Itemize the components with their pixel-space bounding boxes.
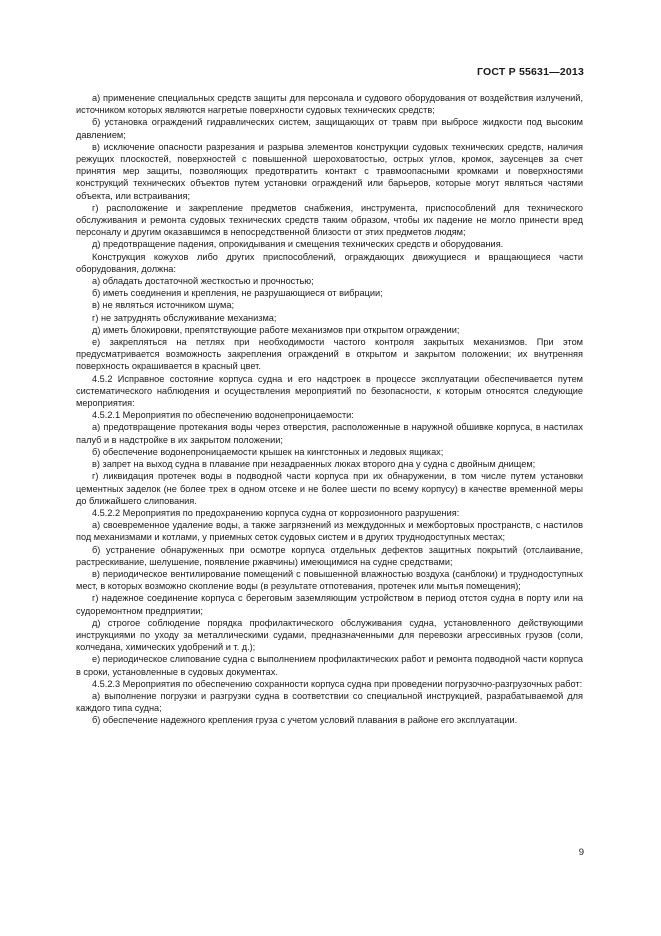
paragraph: а) своевременное удаление воды, а также загрязнений из междудонных и межбортовых пространств, с настилов под механизмами и котлами, у приемных сеток судовых систем и в других труднодоступных местах; (76, 520, 583, 543)
paragraph: а) предотвращение протекания воды через отверстия, расположенные в наружной обшивке корпуса, в настилах палуб и в надстройке в их закрытом положении; (76, 422, 583, 445)
document-body (76, 92, 583, 727)
paragraph: 4.5.2.1 Мероприятия по обеспечению водонепроницаемости: (92, 410, 354, 421)
paragraph: б) иметь соединения и крепления, не разрушающиеся от вибрации; (92, 288, 383, 299)
paragraph: а) обладать достаточной жесткостью и прочностью; (92, 276, 314, 287)
paragraph: д) строгое соблюдение порядка профилактического обслуживания судна, установленного действующими инструкциями по уходу за металлическими судами, предназначенными для перевозки агрессивных грузов (соли, колчедана, химических удобрений и т. д.); (76, 617, 583, 653)
document-header: ГОСТ Р 55631—2013 (476, 66, 584, 78)
page-number: 9 (578, 847, 584, 858)
paragraph: а) применение специальных средств защиты для персонала и судового оборудования от воздействия излучений, источником которых являются нагретые поверхности судовых технических средств; (76, 93, 583, 116)
paragraph: г) надежное соединение корпуса с береговым заземляющим устройством в период отстоя судна в порту или на судоремонтном предприятии; (76, 593, 583, 616)
paragraph: Конструкция кожухов либо других приспособлений, ограждающих движущиеся и вращающиеся части оборудования, должна: (76, 251, 583, 274)
paragraph: в) запрет на выход судна в плавание при незадраенных люках второго дна у судна с двойным днищем; (92, 459, 536, 470)
paragraph: б) установка ограждений гидравлических систем, защищающих от травм при выбросе жидкости под высоким давлением; (76, 117, 583, 140)
paragraph: б) обеспечение водонепроницаемости крышек на кингстонных и ледовых ящиках; (92, 446, 444, 457)
paragraph: г) не затруднять обслуживание механизма; (92, 312, 277, 323)
paragraph: а) выполнение погрузки и разгрузки судна в соответствии со специальной инструкцией, разрабатываемой для каждого типа судна; (76, 690, 583, 714)
paragraph: д) предотвращение падения, опрокидывания и смещения технических средств и оборудования. (92, 239, 504, 250)
paragraph: в) исключение опасности разрезания и разрыва элементов конструкции судовых технических средств, наличия режущих плоскостей, поверхностей с повышенной шероховатостью, острых углов, кромок, заусенцев за счет принятия мер защиты, позволяющих предотвратить контакт с травмоопасными кромками и поверхностями конструкций технических объектов путем установки ограждений или барьеров, которые могут являться частями объекта, или встраивания; (76, 141, 583, 201)
paragraph: в) периодическое вентилирование помещений с повышенной влажностью воздуха (санблоки) и труднодоступных мест, в которых возможно скопление воды (в результате отпотевания, протечек или мытья помещения); (76, 568, 583, 592)
paragraph: г) ликвидация протечек воды в подводной части корпуса при их обнаружении, в том числе путем установки цементных заделок (не более трех в одном отсеке и не более шести по всему корпусу) в качестве временной меры до ближайшего слипования. (76, 471, 583, 506)
paragraph: е) закрепляться на петлях при необходимости частого контроля закрытых механизмов. При этом предусматривается возможность закрепления ограждений в открытом и закрытом положении; их внутренняя поверхность окрашивается в красный цвет. (76, 337, 583, 372)
paragraph: г) расположение и закрепление предметов снабжения, инструмента, приспособлений для технического обслуживания и ремонта судовых технических средств таким образом, чтобы их падение не могло принести вред персоналу и другим оказавшимся в непосредственной близости от этих предметов людям; (76, 202, 583, 238)
paragraph: 4.5.2.2 Мероприятия по предохранению корпуса судна от коррозионного разрушения: (92, 507, 460, 518)
paragraph: д) иметь блокировки, препятствующие работе механизмов при открытом ограждении; (92, 324, 460, 335)
paragraph: 4.5.2.3 Мероприятия по обеспечению сохранности корпуса судна при проведении погрузочно-разгрузочных работ: (92, 678, 583, 689)
paragraph: б) устранение обнаруженных при осмотре корпуса отдельных дефектов защитных покрытий (отслаивание, растрескивание, шелушение, появление ржавчины) имеющимися на судне средствами; (76, 544, 583, 567)
paragraph: б) обеспечение надежного крепления груза с учетом условий плавания в районе его эксплуатации. (92, 715, 518, 726)
paragraph: е) периодическое слипование судна с выполнением профилактических работ и ремонта подводной части корпуса в сроки, установленные в судовых документах. (76, 654, 583, 677)
paragraph: в) не являться источником шума; (92, 300, 234, 311)
paragraph: 4.5.2 Исправное состояние корпуса судна и его надстроек в процессе эксплуатации обеспечивается путем систематического наблюдения и осуществления мероприятий по безопасности, к которым относятся следующие мероприятия: (76, 373, 583, 409)
